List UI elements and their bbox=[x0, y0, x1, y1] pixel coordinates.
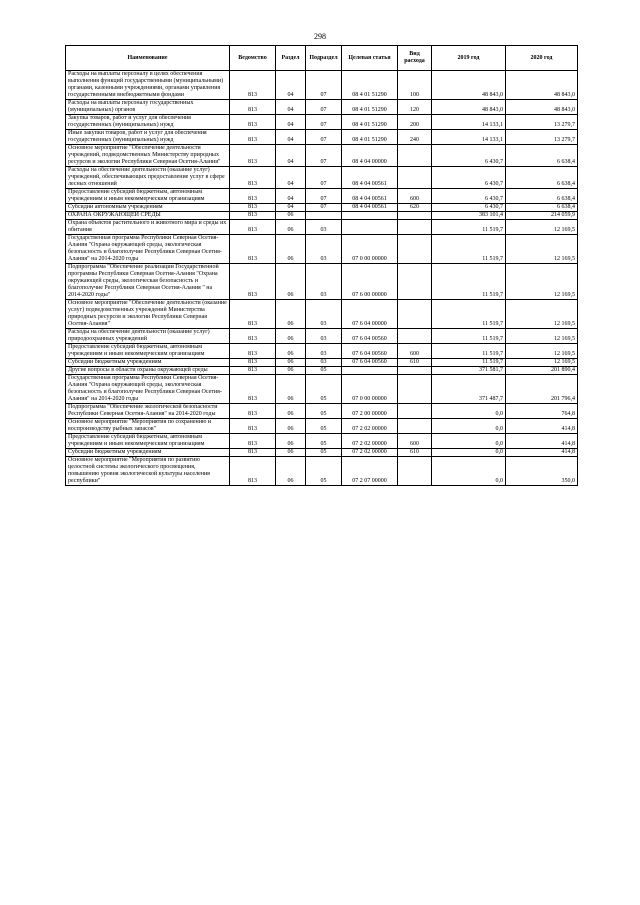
cell-ved: 813 bbox=[230, 264, 276, 300]
table-row bbox=[66, 264, 578, 300]
cell-podr: 03 bbox=[306, 344, 342, 359]
cell-ved: 813 bbox=[230, 404, 276, 419]
cell-2019: 11 519,7 bbox=[432, 329, 506, 344]
cell-2020: 12 169,5 bbox=[506, 300, 578, 329]
cell-vid: 600 bbox=[398, 344, 432, 359]
cell-cel bbox=[342, 367, 398, 375]
table-row bbox=[66, 220, 578, 235]
table-row bbox=[66, 434, 578, 449]
cell-razd: 06 bbox=[276, 300, 306, 329]
cell-2019: 0,0 bbox=[432, 449, 506, 457]
cell-2020: 48 843,0 bbox=[506, 71, 578, 100]
cell-cel: 08 4 01 51290 bbox=[342, 100, 398, 115]
cell-podr: 07 bbox=[306, 100, 342, 115]
cell-name: Предоставление субсидий бюджетным, автономным учреждениям и иным некоммерческим организациям bbox=[66, 434, 230, 449]
cell-razd: 04 bbox=[276, 145, 306, 167]
header-podr: Подраздел bbox=[306, 46, 342, 71]
table-row bbox=[66, 449, 578, 457]
cell-vid bbox=[398, 145, 432, 167]
cell-2020: 6 638,4 bbox=[506, 145, 578, 167]
budget-table bbox=[65, 45, 578, 486]
table-row bbox=[66, 457, 578, 486]
cell-vid bbox=[398, 300, 432, 329]
cell-ved: 813 bbox=[230, 167, 276, 189]
cell-podr: 03 bbox=[306, 220, 342, 235]
cell-name: Другие вопросы в области охраны окружающей среды bbox=[66, 367, 230, 375]
cell-cel: 07 6 04 00000 bbox=[342, 300, 398, 329]
cell-2019: 0,0 bbox=[432, 457, 506, 486]
cell-ved: 813 bbox=[230, 220, 276, 235]
cell-razd: 04 bbox=[276, 204, 306, 212]
cell-ved: 813 bbox=[230, 375, 276, 404]
cell-razd: 06 bbox=[276, 212, 306, 220]
header-2020: 2020 год bbox=[506, 46, 578, 71]
cell-2019: 48 843,0 bbox=[432, 71, 506, 100]
cell-2020: 6 638,4 bbox=[506, 189, 578, 204]
cell-2020: 12 169,5 bbox=[506, 344, 578, 359]
cell-razd: 06 bbox=[276, 404, 306, 419]
cell-podr: 07 bbox=[306, 167, 342, 189]
cell-podr: 05 bbox=[306, 419, 342, 434]
cell-2020: 214 059,9 bbox=[506, 212, 578, 220]
cell-2019: 6 430,7 bbox=[432, 145, 506, 167]
cell-razd: 06 bbox=[276, 220, 306, 235]
cell-vid bbox=[398, 235, 432, 264]
cell-2020: 6 638,4 bbox=[506, 167, 578, 189]
cell-razd: 06 bbox=[276, 359, 306, 367]
table-row bbox=[66, 115, 578, 130]
cell-name: Иные закупки товаров, работ и услуг для обеспечения государственных (муниципальных) нужд bbox=[66, 130, 230, 145]
cell-podr: 07 bbox=[306, 204, 342, 212]
cell-ved: 813 bbox=[230, 235, 276, 264]
cell-ved: 813 bbox=[230, 115, 276, 130]
cell-razd: 06 bbox=[276, 449, 306, 457]
cell-vid: 620 bbox=[398, 204, 432, 212]
cell-name: Расходы на выплаты персоналу государственных (муниципальных) органов bbox=[66, 100, 230, 115]
table-row bbox=[66, 71, 578, 100]
cell-razd: 06 bbox=[276, 264, 306, 300]
table-row bbox=[66, 344, 578, 359]
cell-vid bbox=[398, 264, 432, 300]
cell-ved: 813 bbox=[230, 344, 276, 359]
cell-2020: 201 890,4 bbox=[506, 367, 578, 375]
cell-cel: 08 4 01 51290 bbox=[342, 130, 398, 145]
cell-2019: 14 133,1 bbox=[432, 115, 506, 130]
cell-razd: 06 bbox=[276, 235, 306, 264]
cell-2019: 383 101,4 bbox=[432, 212, 506, 220]
cell-razd: 06 bbox=[276, 329, 306, 344]
cell-2019: 0,0 bbox=[432, 434, 506, 449]
cell-name: Закупка товаров, работ и услуг для обеспечения государственных (муниципальных) нужд bbox=[66, 115, 230, 130]
cell-name: Расходы на обеспечение деятельности (оказание услуг) учреждений, обеспечивающих предоставление услуг в сфере лесных отношений bbox=[66, 167, 230, 189]
cell-2019: 11 519,7 bbox=[432, 359, 506, 367]
cell-razd: 06 bbox=[276, 419, 306, 434]
cell-vid: 200 bbox=[398, 115, 432, 130]
cell-2019: 6 430,7 bbox=[432, 167, 506, 189]
cell-podr: 07 bbox=[306, 145, 342, 167]
cell-cel: 08 4 04 00561 bbox=[342, 189, 398, 204]
cell-podr: 03 bbox=[306, 300, 342, 329]
cell-podr: 05 bbox=[306, 375, 342, 404]
table-row bbox=[66, 367, 578, 375]
table-row bbox=[66, 375, 578, 404]
cell-2019: 6 430,7 bbox=[432, 189, 506, 204]
cell-vid: 600 bbox=[398, 434, 432, 449]
cell-2019: 371 581,7 bbox=[432, 367, 506, 375]
cell-podr: 07 bbox=[306, 71, 342, 100]
cell-ved: 813 bbox=[230, 449, 276, 457]
cell-podr bbox=[306, 212, 342, 220]
table-row bbox=[66, 404, 578, 419]
cell-vid bbox=[398, 167, 432, 189]
header-vid: Вид расхода bbox=[398, 46, 432, 71]
cell-razd: 06 bbox=[276, 367, 306, 375]
cell-ved: 813 bbox=[230, 204, 276, 212]
cell-ved: 813 bbox=[230, 457, 276, 486]
cell-podr: 03 bbox=[306, 359, 342, 367]
table-row bbox=[66, 167, 578, 189]
header-razd: Раздел bbox=[276, 46, 306, 71]
cell-podr: 07 bbox=[306, 130, 342, 145]
cell-razd: 04 bbox=[276, 100, 306, 115]
cell-razd: 04 bbox=[276, 115, 306, 130]
cell-razd: 04 bbox=[276, 189, 306, 204]
cell-cel: 08 4 01 51290 bbox=[342, 115, 398, 130]
cell-vid: 100 bbox=[398, 71, 432, 100]
cell-name: Субсидии бюджетным учреждениям bbox=[66, 449, 230, 457]
cell-razd: 06 bbox=[276, 344, 306, 359]
cell-podr: 03 bbox=[306, 329, 342, 344]
cell-2019: 14 133,1 bbox=[432, 130, 506, 145]
cell-vid: 240 bbox=[398, 130, 432, 145]
table-row bbox=[66, 359, 578, 367]
cell-2019: 11 519,7 bbox=[432, 300, 506, 329]
cell-cel: 07 2 02 00000 bbox=[342, 419, 398, 434]
cell-name: Подпрограмма "Обеспечение реализации Государственной программы Республики Северная Осетия-Алания "Охрана окружающей среды, экологическая безопасность и благополучие Республики Северная Осетия-Алания " на 2014-2020 годы" bbox=[66, 264, 230, 300]
cell-2020: 12 169,5 bbox=[506, 235, 578, 264]
cell-cel: 07 6 04 00560 bbox=[342, 359, 398, 367]
cell-name: Основное мероприятие "Мероприятия по сохранению и воспроизводству рыбных запасов" bbox=[66, 419, 230, 434]
cell-2020: 414,8 bbox=[506, 434, 578, 449]
cell-cel: 07 2 02 00000 bbox=[342, 449, 398, 457]
cell-razd: 06 bbox=[276, 457, 306, 486]
cell-razd: 04 bbox=[276, 71, 306, 100]
cell-ved: 813 bbox=[230, 100, 276, 115]
cell-ved: 813 bbox=[230, 419, 276, 434]
cell-vid: 600 bbox=[398, 189, 432, 204]
cell-vid bbox=[398, 212, 432, 220]
cell-2020: 414,8 bbox=[506, 449, 578, 457]
cell-name: Основное мероприятие "Обеспечение деятельности учреждений, подведомственных Министерству природных ресурсов и экологии Республики Северная Осетия-Алания" bbox=[66, 145, 230, 167]
header-name: Наименование bbox=[66, 46, 230, 71]
cell-ved: 813 bbox=[230, 71, 276, 100]
cell-name: Подпрограмма "Обеспечение экологической безопасности Республики Северная Осетия-Алания" на 2014-2020 годы bbox=[66, 404, 230, 419]
table-row bbox=[66, 235, 578, 264]
cell-2020: 12 169,5 bbox=[506, 264, 578, 300]
cell-2020: 414,8 bbox=[506, 419, 578, 434]
cell-name: Субсидии бюджетным учреждениям bbox=[66, 359, 230, 367]
cell-ved: 813 bbox=[230, 189, 276, 204]
cell-podr: 05 bbox=[306, 367, 342, 375]
cell-2019: 48 843,0 bbox=[432, 100, 506, 115]
cell-name: Предоставление субсидий бюджетным, автономным учреждениям и иным некоммерческим организациям bbox=[66, 189, 230, 204]
cell-ved: 813 bbox=[230, 130, 276, 145]
cell-razd: 06 bbox=[276, 375, 306, 404]
header-ved: Ведомство bbox=[230, 46, 276, 71]
cell-cel: 07 2 02 00000 bbox=[342, 434, 398, 449]
cell-vid bbox=[398, 220, 432, 235]
cell-2020: 12 169,5 bbox=[506, 220, 578, 235]
cell-vid bbox=[398, 404, 432, 419]
cell-podr: 07 bbox=[306, 115, 342, 130]
cell-podr: 07 bbox=[306, 189, 342, 204]
cell-2020: 13 279,7 bbox=[506, 130, 578, 145]
cell-vid bbox=[398, 419, 432, 434]
cell-vid: 610 bbox=[398, 449, 432, 457]
cell-2019: 0,0 bbox=[432, 419, 506, 434]
cell-cel: 08 4 01 51290 bbox=[342, 71, 398, 100]
page-number: 298 bbox=[314, 32, 326, 41]
cell-name: Расходы на выплаты персоналу в целях обеспечения выполнения функций государственными (муниципальными) органами, казенными учреждениями, органами управления государственными внебюджетными фондами bbox=[66, 71, 230, 100]
cell-cel: 07 0 00 00000 bbox=[342, 375, 398, 404]
table-row bbox=[66, 300, 578, 329]
cell-name: ОХРАНА ОКРУЖАЮЩЕЙ СРЕДЫ bbox=[66, 212, 230, 220]
table-row bbox=[66, 212, 578, 220]
cell-podr: 05 bbox=[306, 457, 342, 486]
cell-cel: 07 2 00 00000 bbox=[342, 404, 398, 419]
cell-2019: 6 430,7 bbox=[432, 204, 506, 212]
cell-vid bbox=[398, 367, 432, 375]
table-row bbox=[66, 204, 578, 212]
cell-2019: 11 519,7 bbox=[432, 235, 506, 264]
table-row bbox=[66, 145, 578, 167]
table-header-row bbox=[66, 46, 578, 71]
cell-2020: 12 169,5 bbox=[506, 329, 578, 344]
cell-vid bbox=[398, 375, 432, 404]
cell-podr: 03 bbox=[306, 264, 342, 300]
cell-podr: 03 bbox=[306, 235, 342, 264]
table-row bbox=[66, 189, 578, 204]
cell-2019: 371 487,7 bbox=[432, 375, 506, 404]
cell-ved: 813 bbox=[230, 212, 276, 220]
cell-cel bbox=[342, 220, 398, 235]
cell-podr: 05 bbox=[306, 449, 342, 457]
cell-vid bbox=[398, 457, 432, 486]
cell-2020: 201 796,4 bbox=[506, 375, 578, 404]
cell-ved: 813 bbox=[230, 359, 276, 367]
cell-ved: 813 bbox=[230, 329, 276, 344]
cell-2020: 6 638,4 bbox=[506, 204, 578, 212]
cell-cel: 07 2 07 00000 bbox=[342, 457, 398, 486]
table-row bbox=[66, 419, 578, 434]
cell-cel: 08 4 04 00561 bbox=[342, 167, 398, 189]
cell-2019: 0,0 bbox=[432, 404, 506, 419]
table-row bbox=[66, 130, 578, 145]
cell-podr: 05 bbox=[306, 404, 342, 419]
header-2019: 2019 год bbox=[432, 46, 506, 71]
cell-razd: 04 bbox=[276, 167, 306, 189]
cell-razd: 04 bbox=[276, 130, 306, 145]
cell-vid: 120 bbox=[398, 100, 432, 115]
cell-2020: 12 169,5 bbox=[506, 359, 578, 367]
table-row bbox=[66, 329, 578, 344]
cell-name: Расходы на обеспечение деятельности (оказание услуг) природоохранных учреждений bbox=[66, 329, 230, 344]
cell-vid: 610 bbox=[398, 359, 432, 367]
cell-2019: 11 519,7 bbox=[432, 220, 506, 235]
cell-2020: 350,0 bbox=[506, 457, 578, 486]
cell-cel: 08 4 04 00000 bbox=[342, 145, 398, 167]
cell-2020: 48 843,0 bbox=[506, 100, 578, 115]
cell-cel: 07 6 04 00560 bbox=[342, 329, 398, 344]
cell-2020: 13 279,7 bbox=[506, 115, 578, 130]
cell-vid bbox=[398, 329, 432, 344]
cell-podr: 05 bbox=[306, 434, 342, 449]
table-row bbox=[66, 100, 578, 115]
cell-name: Государственная программа Республики Северная Осетия-Алания "Охрана окружающей среды, экологическая безопасность и благополучие Республики Северная Осетия-Алания" на 2014-2020 годы bbox=[66, 375, 230, 404]
cell-razd: 06 bbox=[276, 434, 306, 449]
cell-2019: 11 519,7 bbox=[432, 264, 506, 300]
cell-2019: 11 519,7 bbox=[432, 344, 506, 359]
cell-2020: 764,8 bbox=[506, 404, 578, 419]
cell-name: Основное мероприятие "Обеспечение деятельности (оказание услуг) подведомственных учреждений Министерства природных ресурсов и экологии Республики Северная Осетия-Алания" bbox=[66, 300, 230, 329]
header-cel: Целевая статья bbox=[342, 46, 398, 71]
cell-cel: 07 0 00 00000 bbox=[342, 235, 398, 264]
cell-cel: 08 4 04 00561 bbox=[342, 204, 398, 212]
cell-cel: 07 6 04 00560 bbox=[342, 344, 398, 359]
cell-ved: 813 bbox=[230, 434, 276, 449]
cell-name: Государственная программа Республики Северная Осетия-Алания "Охрана окружающей среды, экологическая безопасность и благополучие Республики Северная Осетия-Алания" на 2014-2020 годы bbox=[66, 235, 230, 264]
cell-name: Охрана объектов растительного и животного мира и среды их обитания bbox=[66, 220, 230, 235]
cell-name: Субсидии автономным учреждениям bbox=[66, 204, 230, 212]
cell-cel: 07 6 00 00000 bbox=[342, 264, 398, 300]
cell-name: Основное мероприятие "Мероприятия по развитию целостной системы экологического просвещения, повышению уровня экологической культуры населения республики" bbox=[66, 457, 230, 486]
cell-ved: 813 bbox=[230, 145, 276, 167]
cell-ved: 813 bbox=[230, 367, 276, 375]
cell-name: Предоставление субсидий бюджетным, автономным учреждениям и иным некоммерческим организациям bbox=[66, 344, 230, 359]
cell-ved: 813 bbox=[230, 300, 276, 329]
cell-cel bbox=[342, 212, 398, 220]
